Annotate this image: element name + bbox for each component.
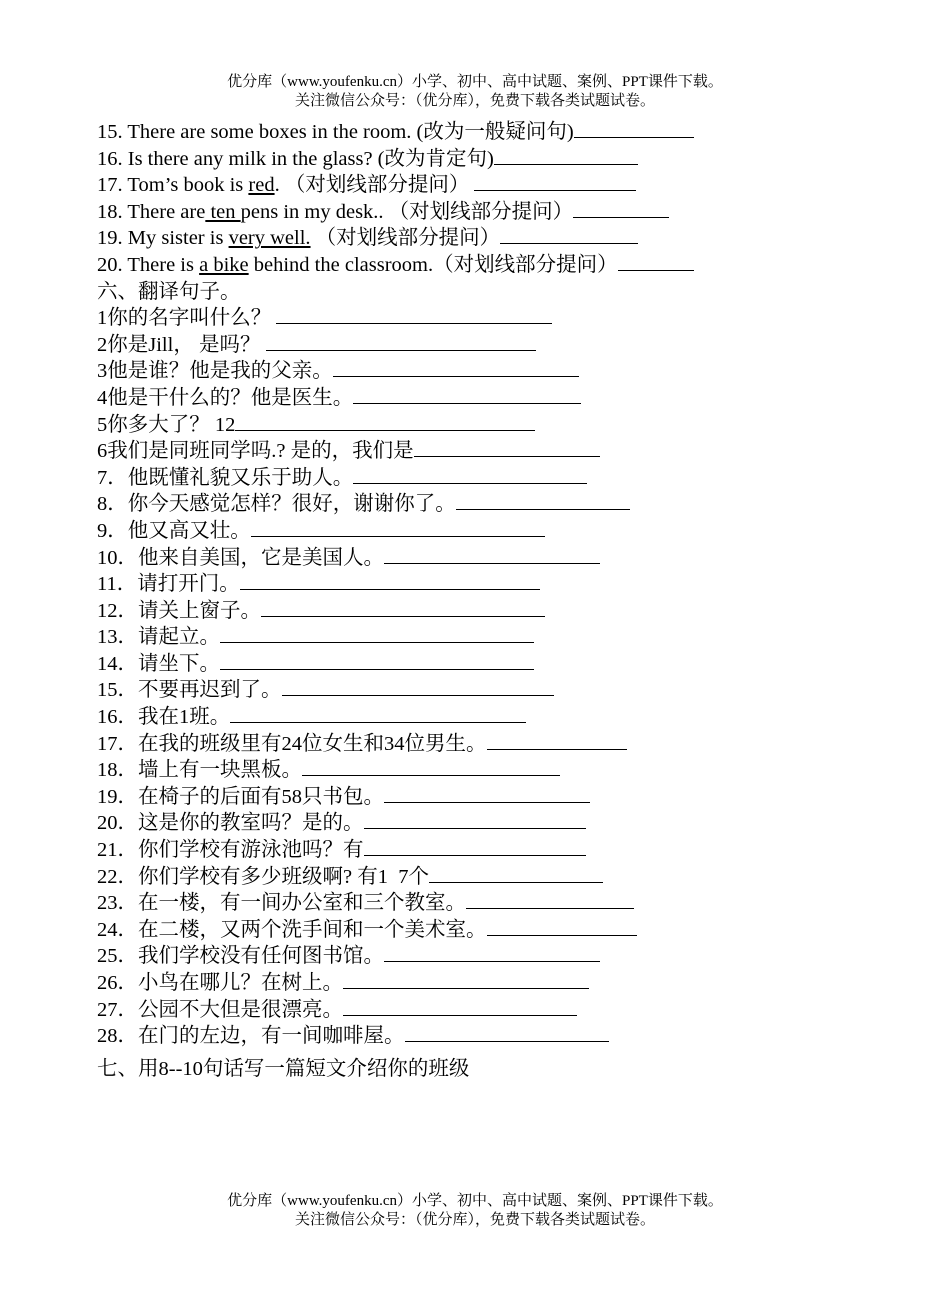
translation-item: 28．在门的左边，有一间咖啡屋。 xyxy=(97,1023,897,1050)
grammar-item-15: 15. There are some boxes in the room. (改为一般疑问句) xyxy=(97,119,897,146)
translation-item: 11．请打开门。 xyxy=(97,571,897,598)
header-line-2: 关注微信公众号：（优分库），免费下载各类试题试卷。 xyxy=(294,93,655,109)
answer-blank[interactable] xyxy=(618,252,694,271)
answer-blank[interactable] xyxy=(574,119,694,138)
underlined-word: very well. xyxy=(228,227,311,250)
translation-item: 25．我们学校没有任何图书馆。 xyxy=(97,943,897,970)
answer-blank[interactable] xyxy=(343,997,577,1016)
grammar-item-17: 17. Tom’s book is red. （对划线部分提问） xyxy=(97,172,897,199)
answer-blank[interactable] xyxy=(494,146,638,165)
page-header xyxy=(0,73,950,111)
underlined-word: a bike xyxy=(199,253,249,276)
answer-blank[interactable] xyxy=(282,677,554,696)
answer-blank[interactable] xyxy=(405,1023,609,1042)
translation-item: 21．你们学校有游泳池吗？有 xyxy=(97,837,897,864)
answer-blank[interactable] xyxy=(220,651,534,670)
footer-line-1: 优分库（www.youfenku.cn）小学、初中、高中试题、案例、PPT课件下载。 xyxy=(227,1193,723,1209)
grammar-item-19: 19. My sister is very well. （对划线部分提问） xyxy=(97,225,897,252)
translation-item: 23．在一楼，有一间办公室和三个教室。 xyxy=(97,890,897,917)
worksheet-content xyxy=(97,119,897,1082)
answer-blank[interactable] xyxy=(573,199,669,218)
translation-item: 10．他来自美国，它是美国人。 xyxy=(97,545,897,572)
answer-blank[interactable] xyxy=(384,545,600,564)
answer-blank[interactable] xyxy=(235,412,535,431)
answer-blank[interactable] xyxy=(240,571,540,590)
answer-blank[interactable] xyxy=(230,704,526,723)
translation-item: 9．他又高又壮。 xyxy=(97,518,897,545)
answer-blank[interactable] xyxy=(251,518,545,537)
answer-blank[interactable] xyxy=(364,810,586,829)
translation-item: 13．请起立。 xyxy=(97,624,897,651)
answer-blank[interactable] xyxy=(333,358,579,377)
footer-line-2: 关注微信公众号：（优分库），免费下载各类试题试卷。 xyxy=(294,1212,655,1228)
answer-blank[interactable] xyxy=(266,332,536,351)
answer-blank[interactable] xyxy=(466,890,634,909)
answer-blank[interactable] xyxy=(456,491,630,510)
answer-blank[interactable] xyxy=(500,225,638,244)
translation-item: 5你多大了？ 12 xyxy=(97,412,897,439)
underlined-word: ten xyxy=(205,200,241,223)
answer-blank[interactable] xyxy=(302,757,560,776)
translation-item: 22．你们学校有多少班级啊? 有1 7个 xyxy=(97,864,897,891)
grammar-item-20: 20. There is a bike behind the classroom.（对划线部分提问） xyxy=(97,252,897,279)
answer-blank[interactable] xyxy=(474,172,636,191)
answer-blank[interactable] xyxy=(353,465,587,484)
page-footer xyxy=(0,1192,950,1230)
underlined-word: red xyxy=(248,174,275,197)
answer-blank[interactable] xyxy=(276,305,552,324)
translation-item: 12．请关上窗子。 xyxy=(97,598,897,625)
answer-blank[interactable] xyxy=(384,784,590,803)
translation-item: 19．在椅子的后面有58只书包。 xyxy=(97,784,897,811)
section-6-title: 六、翻译句子。 xyxy=(97,280,241,303)
section-7-title: 七、用8--10句话写一篇短文介绍你的班级 xyxy=(97,1057,470,1080)
answer-blank[interactable] xyxy=(429,864,603,883)
translation-item: 2你是Jill， 是吗？ xyxy=(97,332,897,359)
translation-item: 15．不要再迟到了。 xyxy=(97,677,897,704)
answer-blank[interactable] xyxy=(364,837,586,856)
translation-item: 3他是谁？他是我的父亲。 xyxy=(97,358,897,385)
translation-item: 16．我在1班。 xyxy=(97,704,897,731)
answer-blank[interactable] xyxy=(220,624,534,643)
answer-blank[interactable] xyxy=(414,438,600,457)
answer-blank[interactable] xyxy=(384,943,600,962)
answer-blank[interactable] xyxy=(487,917,637,936)
translation-item: 18．墙上有一块黑板。 xyxy=(97,757,897,784)
translation-item: 6我们是同班同学吗.? 是的，我们是 xyxy=(97,438,897,465)
translation-item: 24．在二楼，又两个洗手间和一个美术室。 xyxy=(97,917,897,944)
translation-item: 27．公园不大但是很漂亮。 xyxy=(97,997,897,1024)
grammar-item-18: 18. There are ten pens in my desk.. （对划线部分提问） xyxy=(97,199,897,226)
translation-item: 20．这是你的教室吗？是的。 xyxy=(97,810,897,837)
answer-blank[interactable] xyxy=(261,598,545,617)
translation-item: 14．请坐下。 xyxy=(97,651,897,678)
translation-item: 4他是干什么的？他是医生。 xyxy=(97,385,897,412)
translation-item: 17．在我的班级里有24位女生和34位男生。 xyxy=(97,731,897,758)
header-line-1: 优分库（www.youfenku.cn）小学、初中、高中试题、案例、PPT课件下载。 xyxy=(227,74,723,90)
grammar-item-16: 16. Is there any milk in the glass? (改为肯定句) xyxy=(97,146,897,173)
answer-blank[interactable] xyxy=(487,731,627,750)
translation-item: 1你的名字叫什么？ xyxy=(97,305,897,332)
answer-blank[interactable] xyxy=(343,970,589,989)
translation-item: 7．他既懂礼貌又乐于助人。 xyxy=(97,465,897,492)
translation-item: 8．你今天感觉怎样？很好，谢谢你了。 xyxy=(97,491,897,518)
answer-blank[interactable] xyxy=(353,385,581,404)
translation-item: 26．小鸟在哪儿？在树上。 xyxy=(97,970,897,997)
